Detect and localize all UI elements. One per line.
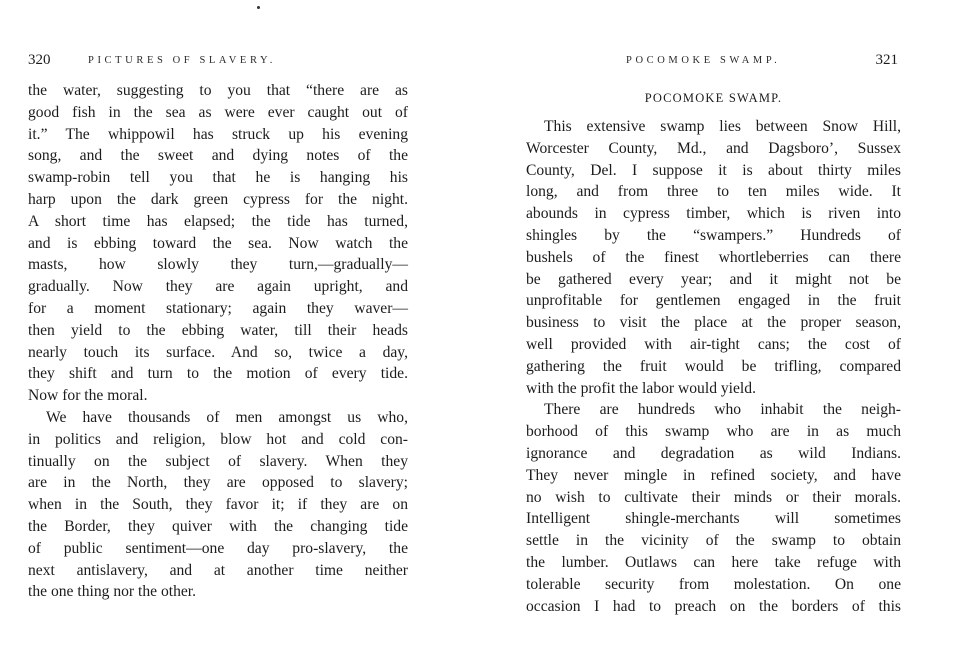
right-running-title: POCOMOKE SWAMP. (626, 55, 781, 66)
text-line: abounds in cypress timber, which is riven into (526, 205, 901, 223)
text-line: no wish to cultivate their minds or their morals. (526, 488, 901, 506)
text-line: next antislavery, and at another time neither (28, 561, 408, 579)
text-line: We have thousands of men amongst us who, (46, 408, 408, 426)
text-line: then yield to the ebbing water, till their heads (28, 321, 408, 339)
text-line: Worcester County, Md., and Dagsboro’, Sussex (526, 139, 901, 157)
text-line: good fish in the sea as were ever caught out of (28, 103, 408, 121)
text-line: long, and from three to ten miles wide. It (526, 183, 901, 201)
text-line: with the profit the labor would yield. (526, 379, 756, 397)
text-line: nearly touch its surface. And so, twice a day, (28, 343, 408, 361)
left-page-number: 320 (28, 52, 51, 68)
text-line: tolerable security from molestation. On one (526, 575, 901, 593)
text-line: it.” The whippowil has struck up his evening (28, 125, 408, 143)
text-line: Intelligent shingle-merchants will sometimes (526, 510, 901, 528)
text-line: unprofitable for gentlemen engaged in the fruit (526, 292, 901, 310)
text-line: gathering the fruit would be trifling, compared (526, 357, 901, 375)
text-line: well provided with air-tight cans; the cost of (526, 335, 901, 353)
text-line: masts, how slowly they turn,—gradually— (28, 256, 408, 274)
text-line: tinually on the subject of slavery. When they (28, 452, 408, 470)
text-line: settle in the vicinity of the swamp to obtain (526, 532, 901, 550)
text-line: they shift and turn to the motion of every tide. (28, 365, 408, 383)
text-line: business to visit the place at the proper season, (526, 314, 901, 332)
text-line: when in the South, they favor it; if they are on (28, 496, 408, 514)
text-line: This extensive swamp lies between Snow Hill, (544, 118, 901, 135)
left-body-text (28, 80, 408, 603)
text-line: and is ebbing toward the sea. Now watch the (28, 234, 408, 252)
text-line: occasion I had to preach on the borders of this (526, 597, 901, 615)
text-line: harp upon the dark green cypress for the night. (28, 190, 408, 208)
right-running-head (526, 50, 898, 70)
right-body-text (526, 116, 901, 617)
text-line: the lumber. Outlaws can here take refuge with (526, 553, 901, 571)
left-running-head (28, 50, 408, 70)
text-line: are in the North, they are opposed to slavery; (28, 474, 408, 492)
text-line: A short time has elapsed; the tide has turned, (28, 212, 408, 230)
text-line: the water, suggesting to you that “there are as (28, 82, 408, 99)
text-line: shingles by the “swampers.” Hundreds of (526, 226, 901, 244)
text-line: song, and the sweet and dying notes of the (28, 147, 408, 165)
left-running-title: PICTURES OF SLAVERY. (88, 55, 277, 66)
text-line: gradually. Now they are again upright, and (28, 278, 408, 296)
chapter-title: POCOMOKE SWAMP. (644, 91, 783, 105)
text-line: the Border, they quiver with the changing tide (28, 517, 408, 535)
text-line: They never mingle in refined society, and have (526, 466, 901, 484)
right-page (490, 0, 980, 668)
text-line: ignorance and degradation as wild Indians. (526, 444, 901, 462)
text-line: Now for the moral. (28, 387, 148, 405)
text-line: of public sentiment—one day pro-slavery, the (28, 539, 408, 557)
text-line: be gathered every year; and it might not be (526, 270, 901, 288)
text-line: in politics and religion, blow hot and cold con- (28, 430, 408, 448)
text-line: for a moment stationary; again they waver— (28, 299, 408, 317)
text-line: There are hundreds who inhabit the neigh- (544, 401, 901, 419)
right-page-number: 321 (875, 52, 898, 68)
text-line: swamp-robin tell you that he is hanging his (28, 169, 408, 187)
text-line: bushels of the finest whortleberries can there (526, 248, 901, 266)
text-line: borhood of this swamp who are in as much (526, 423, 901, 441)
text-line: County, Del. I suppose it is about thirty miles (526, 161, 901, 179)
text-line: the one thing nor the other. (28, 583, 197, 601)
